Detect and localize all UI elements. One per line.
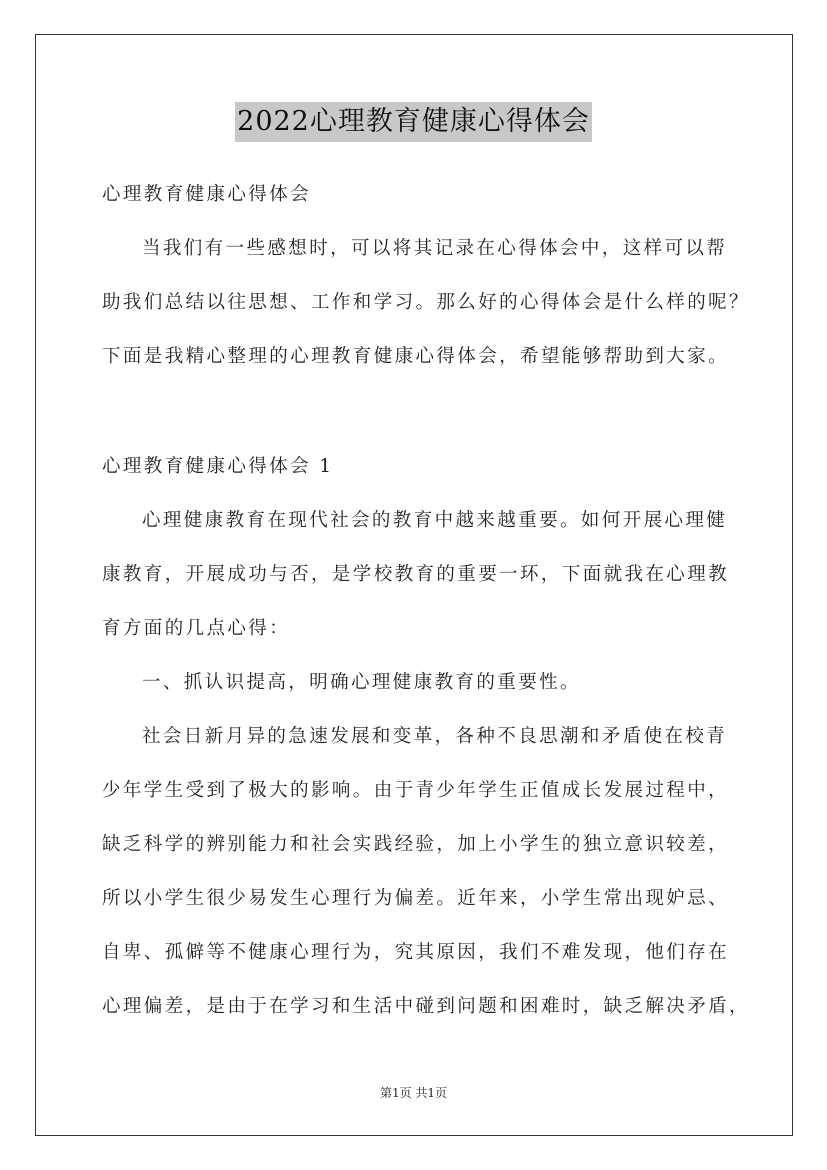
paragraph-line: 自卑、孤僻等不健康心理行为，究其原因，我们不难发现，他们存在 — [102, 942, 730, 963]
paragraph-line: 少年学生受到了极大的影响。由于青少年学生正值成长发展过程中， — [102, 780, 730, 801]
paragraph-line: 康教育，开展成功与否，是学校教育的重要一环，下面就我在心理教 — [102, 564, 730, 585]
paragraph-line: 所以小学生很少易发生心理行为偏差。近年来，小学生常出现妒忌、 — [102, 888, 730, 909]
paragraph-line: 下面是我精心整理的心理教育健康心得体会，希望能够帮助到大家。 — [102, 346, 730, 367]
paragraph-line: 助我们总结以往思想、工作和学习。那么好的心得体会是什么样的呢？ — [102, 292, 750, 313]
title-container — [0, 102, 827, 142]
section-heading: 心理教育健康心得体会 1 — [102, 456, 334, 477]
paragraph-line: 当我们有一些感想时，可以将其记录在心得体会中，这样可以帮 — [142, 238, 728, 259]
list-heading: 一、抓认识提高，明确心理健康教育的重要性。 — [142, 672, 581, 693]
paragraph-line: 心理偏差，是由于在学习和生活中碰到问题和困难时，缺乏解决矛盾， — [102, 996, 750, 1017]
paragraph-line: 社会日新月异的急速发展和变革，各种不良思潮和矛盾使在校青 — [142, 726, 728, 747]
paragraph-line: 育方面的几点心得： — [102, 618, 291, 639]
paragraph-line: 缺乏科学的辨别能力和社会实践经验，加上小学生的独立意识较差， — [102, 834, 730, 855]
page-footer: 第1页 共1页 — [379, 1086, 448, 1100]
paragraph-line: 心理健康教育在现代社会的教育中越来越重要。如何开展心理健 — [142, 510, 728, 531]
document-title: 2022心理教育健康心得体会 — [235, 102, 592, 142]
section-heading: 心理教育健康心得体会 — [102, 184, 312, 205]
